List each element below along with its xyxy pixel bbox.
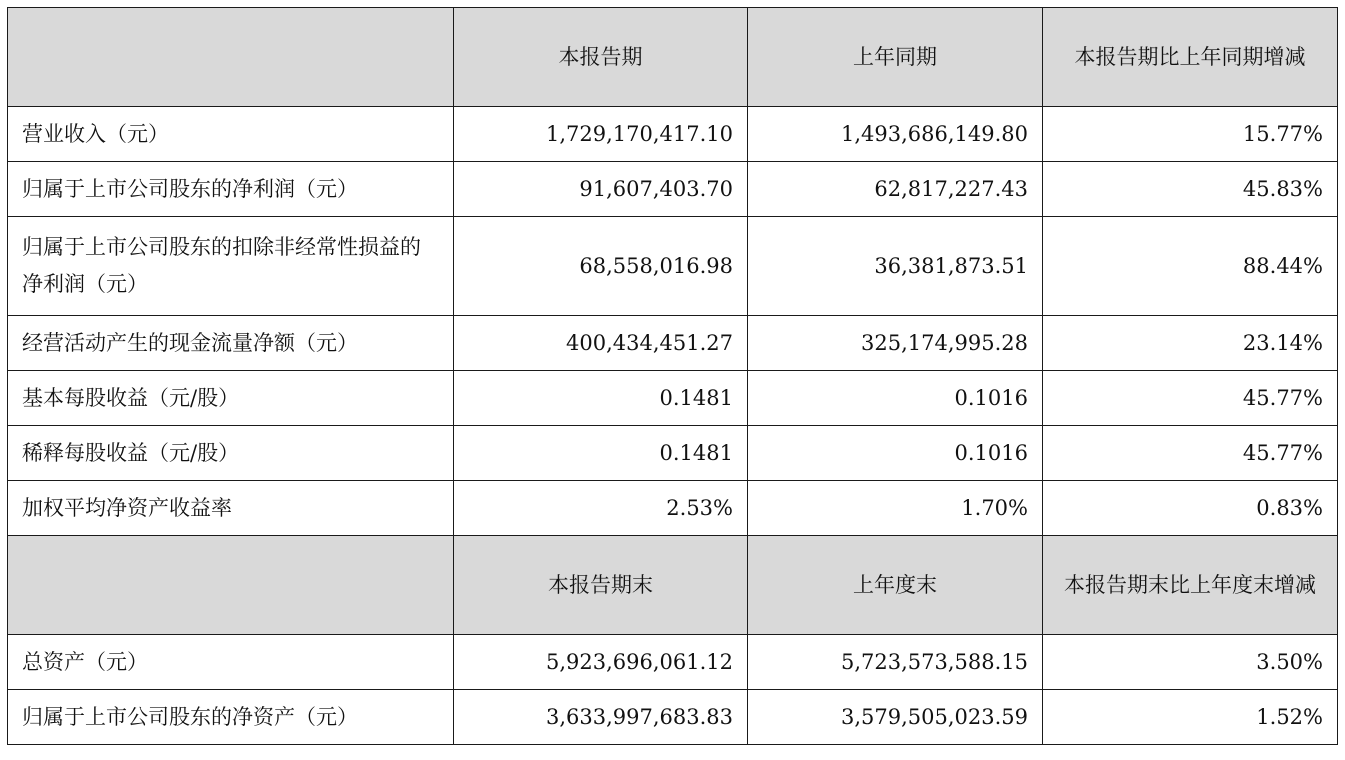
change-value: 45.83%	[1043, 162, 1338, 217]
header-prior-year-end: 上年度末	[748, 536, 1043, 635]
change-value: 1.52%	[1043, 690, 1338, 745]
current-value: 400,434,451.27	[454, 316, 748, 371]
row-label: 加权平均净资产收益率	[8, 481, 454, 536]
change-value: 23.14%	[1043, 316, 1338, 371]
current-value: 68,558,016.98	[454, 217, 748, 316]
header-period-end-change: 本报告期末比上年度末增减	[1043, 536, 1338, 635]
financial-summary-table	[7, 7, 1338, 745]
table-row	[8, 371, 1338, 426]
current-value: 91,607,403.70	[454, 162, 748, 217]
table-row	[8, 316, 1338, 371]
row-label: 基本每股收益（元/股）	[8, 371, 454, 426]
table-row	[8, 635, 1338, 690]
header-cell-blank	[8, 8, 454, 107]
header-prior-period: 上年同期	[748, 8, 1043, 107]
current-value: 0.1481	[454, 371, 748, 426]
change-value: 45.77%	[1043, 426, 1338, 481]
prior-value: 0.1016	[748, 371, 1043, 426]
row-label: 经营活动产生的现金流量净额（元）	[8, 316, 454, 371]
prior-value: 1,493,686,149.80	[748, 107, 1043, 162]
prior-value: 36,381,873.51	[748, 217, 1043, 316]
prior-value: 5,723,573,588.15	[748, 635, 1043, 690]
prior-value: 62,817,227.43	[748, 162, 1043, 217]
table-row	[8, 162, 1338, 217]
header-cell-blank	[8, 536, 454, 635]
current-value: 3,633,997,683.83	[454, 690, 748, 745]
current-value: 2.53%	[454, 481, 748, 536]
table-row	[8, 217, 1338, 316]
current-value: 0.1481	[454, 426, 748, 481]
prior-value: 325,174,995.28	[748, 316, 1043, 371]
row-label: 归属于上市公司股东的净利润（元）	[8, 162, 454, 217]
current-value: 5,923,696,061.12	[454, 635, 748, 690]
header-period-change: 本报告期比上年同期增减	[1043, 8, 1338, 107]
table-row	[8, 690, 1338, 745]
change-value: 15.77%	[1043, 107, 1338, 162]
current-value: 1,729,170,417.10	[454, 107, 748, 162]
change-value: 0.83%	[1043, 481, 1338, 536]
table-row	[8, 107, 1338, 162]
row-label: 稀释每股收益（元/股）	[8, 426, 454, 481]
header-row-period-end	[8, 536, 1338, 635]
change-value: 45.77%	[1043, 371, 1338, 426]
header-row-period	[8, 8, 1338, 107]
prior-value: 1.70%	[748, 481, 1043, 536]
table-row	[8, 426, 1338, 481]
header-current-period-end: 本报告期末	[454, 536, 748, 635]
row-label: 营业收入（元）	[8, 107, 454, 162]
prior-value: 0.1016	[748, 426, 1043, 481]
header-current-period: 本报告期	[454, 8, 748, 107]
row-label: 总资产（元）	[8, 635, 454, 690]
change-value: 3.50%	[1043, 635, 1338, 690]
prior-value: 3,579,505,023.59	[748, 690, 1043, 745]
table-row	[8, 481, 1338, 536]
row-label: 归属于上市公司股东的净资产（元）	[8, 690, 454, 745]
row-label: 归属于上市公司股东的扣除非经常性损益的净利润（元）	[8, 217, 454, 316]
change-value: 88.44%	[1043, 217, 1338, 316]
